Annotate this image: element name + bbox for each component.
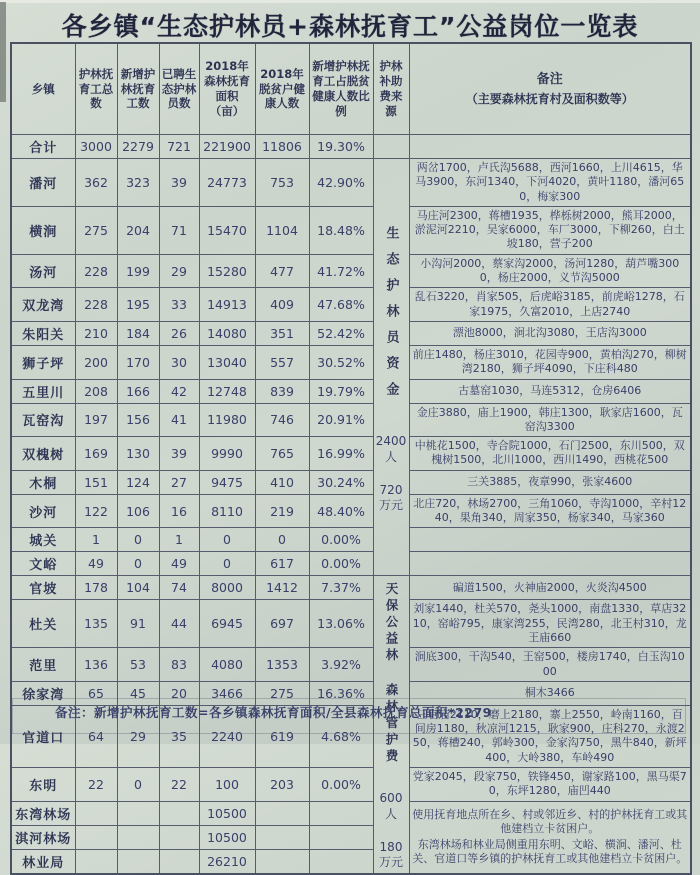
cell-hired: 41: [159, 403, 199, 437]
cell-township: 官坡: [11, 576, 75, 600]
cell-new_workers: 91: [117, 600, 159, 648]
cell-township: 双槐树: [11, 437, 75, 471]
cell-new_workers: 199: [117, 254, 159, 288]
cell-new_workers: 2279: [117, 135, 159, 159]
table-header: [11, 43, 691, 135]
cell-hired: 26: [159, 321, 199, 345]
cell-hired: 35: [159, 705, 199, 767]
cell-remark: 三关3885，夜章990，张家4600: [409, 470, 691, 494]
cell-area: 9990: [199, 437, 255, 471]
cell-ratio: 13.06%: [309, 600, 373, 648]
cell-area: 14913: [199, 288, 255, 322]
table-row: [11, 494, 691, 528]
cell-health: 839: [255, 379, 309, 403]
cell-area: 8000: [199, 576, 255, 600]
cell-health: 617: [255, 552, 309, 576]
cell-remark: 刘家1440，杜关570，尧头1000，南盘1330，草店3210，窑峪795，康家湾255，民湾280，北王村310，龙王庙660: [409, 600, 691, 648]
cell-total: 1: [75, 528, 117, 552]
cell-total: 64: [75, 705, 117, 767]
cell-new_workers: 323: [117, 159, 159, 207]
column-header-total: 护林抚育工总数: [75, 43, 117, 135]
cell-area: 221900: [199, 135, 255, 159]
header-row: [11, 43, 691, 135]
cell-health: 219: [255, 494, 309, 528]
cell-total: 275: [75, 206, 117, 254]
cell-ratio: [309, 825, 373, 849]
cell-hired: 44: [159, 600, 199, 648]
subsidy-amount: 180 万元: [378, 840, 403, 870]
cell-township: 官道口: [11, 705, 75, 767]
cell-area: 4080: [199, 648, 255, 682]
cell-total: 65: [75, 681, 117, 705]
cell-remark: 小沟河2000，蔡家沟2000，汤河1280，葫芦嘴3000，杨庄2000，义节沟5000: [409, 254, 691, 288]
cell-new_workers: 170: [117, 345, 159, 379]
cell-ratio: 16.99%: [309, 437, 373, 471]
cell-area: 6945: [199, 600, 255, 648]
cell-hired: 49: [159, 552, 199, 576]
table-row: [11, 254, 691, 288]
cell-total: 228: [75, 254, 117, 288]
cell-hired: [159, 849, 199, 874]
cell-total: 210: [75, 321, 117, 345]
table-row: [11, 159, 691, 207]
remark-paragraph: 使用抚育地点所在乡、村或邻近乡、村的护林抚育工或其他建档立卡贫困户。: [412, 808, 688, 836]
cell-new_workers: 104: [117, 576, 159, 600]
cell-new_workers: 0: [117, 768, 159, 802]
cell-new_workers: 106: [117, 494, 159, 528]
cell-health: 275: [255, 681, 309, 705]
cell-township: 潘河: [11, 159, 75, 207]
cell-township: 双龙湾: [11, 288, 75, 322]
cell-township: 木桐: [11, 470, 75, 494]
cell-total: [75, 849, 117, 874]
cell-hired: 71: [159, 206, 199, 254]
cell-remark: [409, 135, 691, 159]
table-body: [11, 135, 691, 874]
table-row: [11, 135, 691, 159]
cell-township: 林业局: [11, 849, 75, 874]
cell-area: 3466: [199, 681, 255, 705]
column-header-name: 乡镇: [11, 43, 75, 135]
column-header-health: 2018年脱贫户健康人数: [255, 43, 309, 135]
cell-hired: 42: [159, 379, 199, 403]
cell-health: 1353: [255, 648, 309, 682]
cell-ratio: 0.00%: [309, 768, 373, 802]
table-row: [11, 288, 691, 322]
column-header-remark-sub: （主要森林抚育村及面积数等）: [465, 91, 634, 106]
table-row: [11, 321, 691, 345]
cell-remark: 乱石3220，肖家505，后虎峪3185，前虎峪1278，石家1975，久富2010，上店2740: [409, 288, 691, 322]
cell-subsidy-source: [373, 135, 409, 159]
cell-remark: 前庄1480，杨庄3010，花园寺900，黄柏沟270，柳树湾2180，狮子坪4090，下庄科480: [409, 345, 691, 379]
cell-remark: 三官庙2110，磨上2180，寨上2550，岭南1160，百间房1180，秋凉河1215，耿家900，庄科270，永渡250，蒋槽240，郭岭300，金家沟750，黑牛840，新坪400，大岭380，车岭490: [409, 705, 691, 767]
table-row: [11, 345, 691, 379]
cell-remark: [409, 528, 691, 552]
cell-township: 横涧: [11, 206, 75, 254]
cell-health: 477: [255, 254, 309, 288]
cell-area: 0: [199, 528, 255, 552]
cell-health: 203: [255, 768, 309, 802]
cell-new_workers: [117, 849, 159, 874]
cell-hired: 721: [159, 135, 199, 159]
cell-hired: 27: [159, 470, 199, 494]
cell-area: 15470: [199, 206, 255, 254]
cell-hired: 29: [159, 254, 199, 288]
cell-area: 0: [199, 552, 255, 576]
cell-township: 东明: [11, 768, 75, 802]
column-header-new_workers: 新增护林抚育工数: [117, 43, 159, 135]
cell-township: 城关: [11, 528, 75, 552]
column-header-area: 2018年森林抚育面积（亩）: [199, 43, 255, 135]
cell-remark: 漂池8000，涧北沟3080，王店沟3000: [409, 321, 691, 345]
cell-area: 10500: [199, 825, 255, 849]
cell-health: [255, 849, 309, 874]
subsidy-person-count: 600人: [379, 791, 403, 822]
cell-ratio: 0.00%: [309, 528, 373, 552]
cell-health: [255, 801, 309, 825]
cell-ratio: 30.24%: [309, 470, 373, 494]
cell-ratio: 3.92%: [309, 648, 373, 682]
cell-hired: 74: [159, 576, 199, 600]
cell-ratio: 20.91%: [309, 403, 373, 437]
cell-hired: 30: [159, 345, 199, 379]
cell-hired: 20: [159, 681, 199, 705]
cell-new_workers: 184: [117, 321, 159, 345]
cell-new_workers: 130: [117, 437, 159, 471]
cell-new_workers: 195: [117, 288, 159, 322]
cell-new_workers: 166: [117, 379, 159, 403]
cell-township: 汤河: [11, 254, 75, 288]
cell-ratio: 42.90%: [309, 159, 373, 207]
cell-ratio: 19.30%: [309, 135, 373, 159]
cell-health: 557: [255, 345, 309, 379]
cell-total: [75, 801, 117, 825]
column-header-ratio: 新增护林抚育工占脱贫健康人数比例: [309, 43, 373, 135]
cell-remark: 碥道1500，火神庙2000，火炎沟4500: [409, 576, 691, 600]
page-title: 各乡镇“生态护林员+森林抚育工”公益岗位一览表: [61, 12, 639, 41]
cell-ratio: 19.79%: [309, 379, 373, 403]
cell-remark: 涧底300，干沟540，王窑500，楼房1740，白玉沟1000: [409, 648, 691, 682]
subsidy-amount: 720 万元: [378, 482, 403, 512]
cell-ratio: 4.68%: [309, 705, 373, 767]
cell-remark: 两岔1700，卢氏沟5688，西河1660，上川4615，华马3900，东河1340，下河4020，黄叶1180，潘河650，梅家300: [409, 159, 691, 207]
remark-paragraph: 东湾林场和林业局侧重用东明、文峪、横涧、潘河、杜关、官道口等乡镇的护林抚育工或其他建档立卡贫困户。: [412, 837, 688, 865]
cell-hired: [159, 825, 199, 849]
cell-hired: 39: [159, 437, 199, 471]
table-row: [11, 403, 691, 437]
table-row: [11, 552, 691, 576]
cell-total: 208: [75, 379, 117, 403]
cell-new_workers: 156: [117, 403, 159, 437]
table-row: [11, 801, 691, 825]
cell-total: 151: [75, 470, 117, 494]
cell-area: 26210: [199, 849, 255, 874]
cell-new_workers: 0: [117, 552, 159, 576]
cell-township: 徐家湾: [11, 681, 75, 705]
cell-total: 169: [75, 437, 117, 471]
cell-area: 100: [199, 768, 255, 802]
cell-hired: 16: [159, 494, 199, 528]
table-row: [11, 379, 691, 403]
cell-hired: 83: [159, 648, 199, 682]
cell-township: 范里: [11, 648, 75, 682]
cell-ratio: 0.00%: [309, 552, 373, 576]
cell-ratio: 7.37%: [309, 576, 373, 600]
cell-remark: 古墓窑1030，马连5312，仓房6406: [409, 379, 691, 403]
cell-hired: 39: [159, 159, 199, 207]
table-row: [11, 437, 691, 471]
cell-township: 文峪: [11, 552, 75, 576]
cell-hired: [159, 801, 199, 825]
cell-remark: 金庄3880，庙上1900，韩庄1300，耿家店1600，瓦窑沟3300: [409, 403, 691, 437]
column-header-hired: 已聘生态护林员数: [159, 43, 199, 135]
cell-ratio: 52.42%: [309, 321, 373, 345]
cell-new_workers: 53: [117, 648, 159, 682]
table-row: [11, 576, 691, 600]
cell-area: 13040: [199, 345, 255, 379]
cell-ratio: 30.52%: [309, 345, 373, 379]
cell-health: [255, 825, 309, 849]
cell-health: 765: [255, 437, 309, 471]
cell-remark: 中桃花1500，寺合院1000，石门2500，东川500，双槐树1500，北川1000，西川1490，西桃花500: [409, 437, 691, 471]
cell-remark: 党家2045，段家750，铁锋450，谢家路100，黑马渠70，东坪1280，庙凹440: [409, 768, 691, 802]
subsidy-label: 生态护林员资金: [383, 225, 399, 408]
footer-note: [0, 703, 700, 721]
subsidy-label: 森林管护费: [384, 682, 399, 766]
cell-total: 49: [75, 552, 117, 576]
cell-new_workers: 0: [117, 528, 159, 552]
cell-total: 135: [75, 600, 117, 648]
cell-health: 619: [255, 705, 309, 767]
cell-area: 10500: [199, 801, 255, 825]
cell-remark: 马庄河2300，蒋槽1935，桦栎树2000，熊耳2000，淤泥河2210，吴家6000，车厂3000，下柳260，白土坡180，营子200: [409, 206, 691, 254]
cell-ratio: 16.36%: [309, 681, 373, 705]
cell-total: 3000: [75, 135, 117, 159]
cell-total: 22: [75, 768, 117, 802]
table-row: [11, 206, 691, 254]
cell-new_workers: 45: [117, 681, 159, 705]
table-row: [11, 528, 691, 552]
cell-health: 351: [255, 321, 309, 345]
cell-total: [75, 825, 117, 849]
cell-township: 五里川: [11, 379, 75, 403]
cell-area: 12748: [199, 379, 255, 403]
table-row: [11, 470, 691, 494]
cell-remark-merged: [409, 801, 691, 874]
cell-new_workers: 124: [117, 470, 159, 494]
footer-note-text: 备注：新增护林抚育工数=各乡镇森林抚育面积/全县森林抚育总面积*2279: [55, 705, 492, 720]
cell-township: 朱阳关: [11, 321, 75, 345]
cell-hired: 1: [159, 528, 199, 552]
cell-ratio: 48.40%: [309, 494, 373, 528]
cell-area: 14080: [199, 321, 255, 345]
cell-health: 0: [255, 528, 309, 552]
table-row: [11, 648, 691, 682]
cell-area: 15280: [199, 254, 255, 288]
subsidy-label: 天保公益林: [384, 582, 399, 665]
cell-health: 409: [255, 288, 309, 322]
cell-hired: 33: [159, 288, 199, 322]
cell-township: 沙河: [11, 494, 75, 528]
cell-area: 2240: [199, 705, 255, 767]
cell-ratio: [309, 801, 373, 825]
cell-area: 24773: [199, 159, 255, 207]
cell-township: 杜关: [11, 600, 75, 648]
cell-remark: 北庄720，林场2700，三角1060，寺沟1000，辛村1240，果角340，周家350，杨家340，马家360: [409, 494, 691, 528]
cell-health: 746: [255, 403, 309, 437]
cell-remark: [409, 552, 691, 576]
photo-top-edge: [0, 0, 700, 3]
table-row: [11, 768, 691, 802]
cell-new_workers: 204: [117, 206, 159, 254]
cell-area: 11980: [199, 403, 255, 437]
cell-hired: 22: [159, 768, 199, 802]
cell-new_workers: [117, 825, 159, 849]
cell-total: 200: [75, 345, 117, 379]
cell-new_workers: 29: [117, 705, 159, 767]
cell-township: 合计: [11, 135, 75, 159]
cell-ratio: [309, 849, 373, 874]
cell-subsidy-source: [373, 159, 409, 576]
table-row: [11, 600, 691, 648]
column-header-remark: 备注 （主要森林抚育村及面积数等）: [409, 43, 691, 135]
cell-township: 狮子坪: [11, 345, 75, 379]
cell-total: 228: [75, 288, 117, 322]
cell-total: 178: [75, 576, 117, 600]
cell-health: 697: [255, 600, 309, 648]
cell-health: 753: [255, 159, 309, 207]
cell-health: 11806: [255, 135, 309, 159]
subsidy-person-count: 2400人: [375, 433, 407, 464]
cell-health: 410: [255, 470, 309, 494]
cell-total: 197: [75, 403, 117, 437]
cell-township: 淇河林场: [11, 825, 75, 849]
cell-remark: 桐木3466: [409, 681, 691, 705]
cell-township: 东湾林场: [11, 801, 75, 825]
cell-total: 362: [75, 159, 117, 207]
cell-area: 8110: [199, 494, 255, 528]
cell-new_workers: [117, 801, 159, 825]
cell-township: 瓦窑沟: [11, 403, 75, 437]
cell-total: 122: [75, 494, 117, 528]
cell-ratio: 41.72%: [309, 254, 373, 288]
cell-health: 1104: [255, 206, 309, 254]
cell-total: 136: [75, 648, 117, 682]
cell-ratio: 47.68%: [309, 288, 373, 322]
cell-area: 9475: [199, 470, 255, 494]
cell-health: 1412: [255, 576, 309, 600]
positions-table: [10, 42, 692, 875]
column-header-subsidy: 护林补助费来源: [373, 43, 409, 135]
subsidy-label-gap: [376, 665, 407, 679]
cell-ratio: 18.48%: [309, 206, 373, 254]
